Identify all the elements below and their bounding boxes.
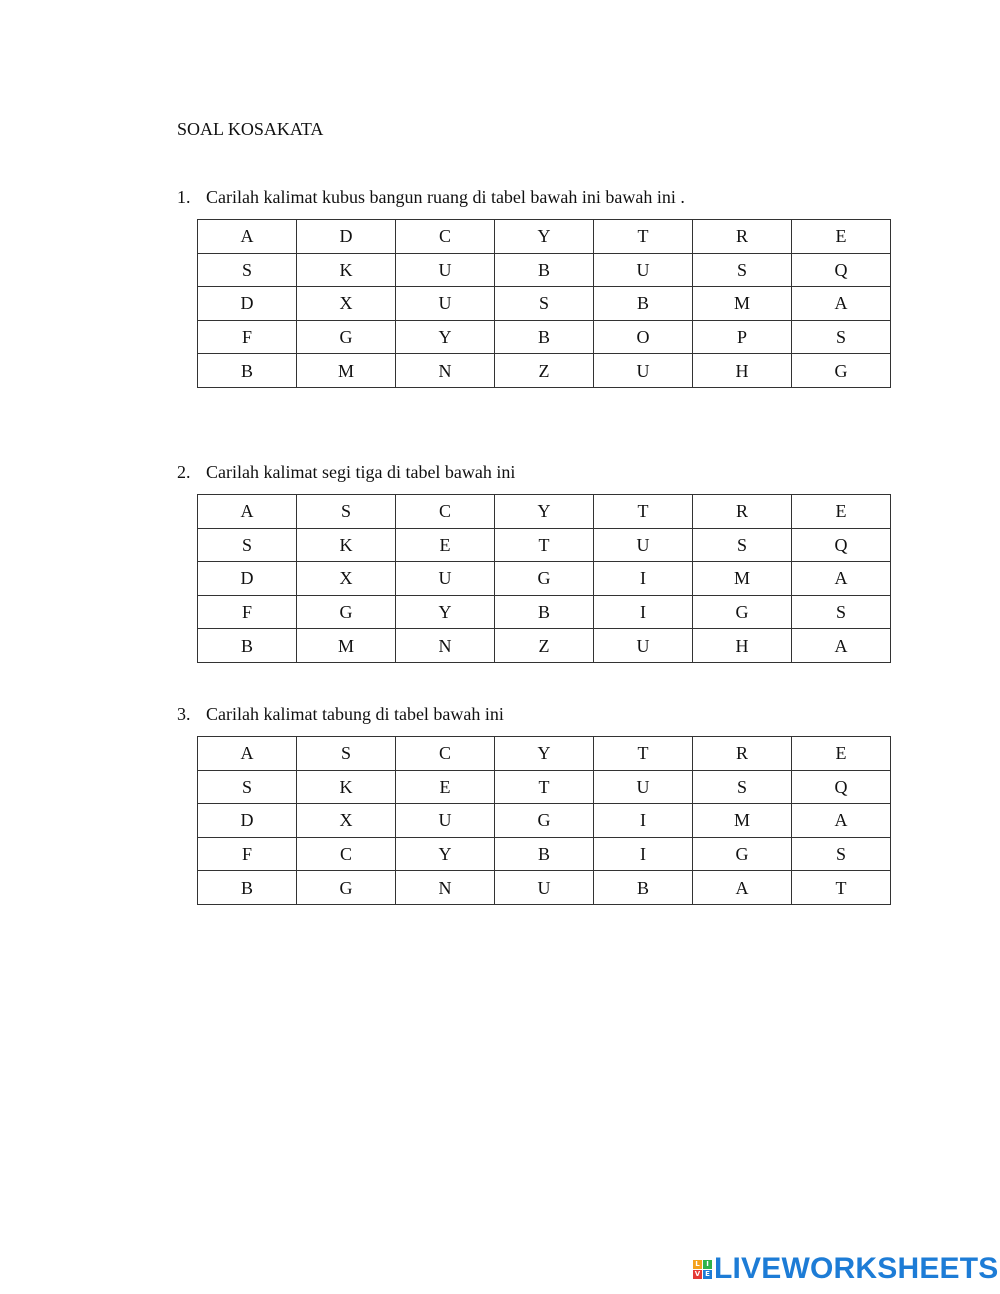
grid-cell: M [693, 287, 792, 321]
word-search-grid-2 [197, 494, 891, 663]
grid-cell: B [594, 871, 693, 905]
grid-cell: F [198, 320, 297, 354]
question-1 [177, 186, 685, 208]
grid-cell: R [693, 220, 792, 254]
grid-cell: B [495, 837, 594, 871]
question-text: Carilah kalimat tabung di tabel bawah ini [206, 704, 504, 724]
grid-row [198, 629, 891, 663]
logo-letter-tile: E [703, 1270, 712, 1279]
grid-cell: X [297, 804, 396, 838]
grid-cell: E [792, 495, 891, 529]
grid-cell: U [594, 354, 693, 388]
grid-cell: C [396, 220, 495, 254]
brand-name: LIVEWORKSHEETS [714, 1252, 999, 1285]
grid-cell: F [198, 595, 297, 629]
word-search-grid-1 [197, 219, 891, 388]
grid-cell: D [198, 287, 297, 321]
grid-cell: T [594, 495, 693, 529]
grid-cell: S [198, 253, 297, 287]
grid-cell: B [198, 354, 297, 388]
grid-cell: I [594, 562, 693, 596]
grid-row [198, 320, 891, 354]
grid-row [198, 528, 891, 562]
grid-cell: G [495, 804, 594, 838]
grid-cell: N [396, 354, 495, 388]
grid-cell: T [792, 871, 891, 905]
grid-cell: I [594, 837, 693, 871]
grid-cell: H [693, 354, 792, 388]
liveworksheets-mark-icon [693, 1260, 712, 1279]
grid-cell: S [693, 770, 792, 804]
grid-cell: Q [792, 253, 891, 287]
grid-cell: D [198, 804, 297, 838]
grid-cell: N [396, 871, 495, 905]
grid-cell: U [396, 287, 495, 321]
grid-cell: S [693, 528, 792, 562]
grid-row [198, 220, 891, 254]
grid-cell: S [693, 253, 792, 287]
grid-cell: D [297, 220, 396, 254]
grid-cell: K [297, 253, 396, 287]
question-text: Carilah kalimat kubus bangun ruang di tabel bawah ini bawah ini . [206, 187, 685, 207]
grid-cell: M [693, 562, 792, 596]
grid-cell: G [297, 320, 396, 354]
grid-cell: G [693, 595, 792, 629]
logo-letter-tile: L [693, 1260, 702, 1269]
grid-row [198, 562, 891, 596]
grid-cell: Y [495, 737, 594, 771]
liveworksheets-logo [693, 1252, 999, 1286]
grid-cell: S [297, 737, 396, 771]
grid-cell: Q [792, 528, 891, 562]
grid-cell: M [693, 804, 792, 838]
grid-cell: G [792, 354, 891, 388]
grid-cell: B [594, 287, 693, 321]
grid-cell: S [792, 320, 891, 354]
grid-cell: M [297, 629, 396, 663]
grid-cell: B [495, 253, 594, 287]
grid-cell: Y [396, 595, 495, 629]
grid-cell: G [693, 837, 792, 871]
grid-row [198, 737, 891, 771]
grid-cell: X [297, 287, 396, 321]
grid-cell: U [396, 562, 495, 596]
grid-cell: O [594, 320, 693, 354]
grid-cell: Y [495, 495, 594, 529]
grid-cell: Q [792, 770, 891, 804]
grid-cell: U [594, 253, 693, 287]
grid-cell: K [297, 770, 396, 804]
grid-cell: U [396, 804, 495, 838]
grid-cell: I [594, 595, 693, 629]
grid-cell: Y [396, 837, 495, 871]
question-number: 3. [177, 704, 191, 724]
grid-cell: S [198, 528, 297, 562]
grid-row [198, 804, 891, 838]
grid-cell: K [297, 528, 396, 562]
grid-cell: E [396, 528, 495, 562]
grid-cell: G [297, 595, 396, 629]
grid-cell: Y [396, 320, 495, 354]
grid-cell: X [297, 562, 396, 596]
grid-cell: A [198, 737, 297, 771]
grid-cell: A [198, 495, 297, 529]
grid-cell: B [198, 871, 297, 905]
grid-cell: F [198, 837, 297, 871]
grid-row [198, 495, 891, 529]
grid-cell: B [495, 320, 594, 354]
grid-cell: E [792, 737, 891, 771]
grid-cell: M [297, 354, 396, 388]
grid-cell: Y [495, 220, 594, 254]
grid-cell: A [792, 562, 891, 596]
grid-cell: T [495, 528, 594, 562]
question-2 [177, 461, 515, 483]
grid-cell: E [792, 220, 891, 254]
grid-cell: H [693, 629, 792, 663]
grid-row [198, 871, 891, 905]
grid-cell: S [495, 287, 594, 321]
grid-cell: S [198, 770, 297, 804]
grid-cell: T [594, 737, 693, 771]
grid-cell: S [792, 595, 891, 629]
grid-cell: R [693, 737, 792, 771]
grid-cell: G [297, 871, 396, 905]
grid-row [198, 595, 891, 629]
grid-cell: C [396, 495, 495, 529]
grid-cell: U [594, 770, 693, 804]
grid-cell: P [693, 320, 792, 354]
grid-row [198, 253, 891, 287]
word-search-grid-3 [197, 736, 891, 905]
grid-cell: A [792, 287, 891, 321]
grid-row [198, 354, 891, 388]
question-3 [177, 703, 504, 725]
grid-cell: T [594, 220, 693, 254]
grid-row [198, 770, 891, 804]
grid-cell: S [792, 837, 891, 871]
grid-cell: N [396, 629, 495, 663]
grid-cell: B [495, 595, 594, 629]
grid-cell: I [594, 804, 693, 838]
grid-cell: G [495, 562, 594, 596]
grid-cell: A [792, 804, 891, 838]
grid-cell: Z [495, 629, 594, 663]
grid-cell: D [198, 562, 297, 596]
grid-row [198, 837, 891, 871]
grid-cell: S [297, 495, 396, 529]
grid-cell: U [594, 629, 693, 663]
grid-cell: U [495, 871, 594, 905]
grid-row [198, 287, 891, 321]
grid-cell: A [198, 220, 297, 254]
grid-cell: A [693, 871, 792, 905]
grid-cell: C [396, 737, 495, 771]
grid-cell: U [594, 528, 693, 562]
grid-cell: U [396, 253, 495, 287]
grid-cell: Z [495, 354, 594, 388]
question-text: Carilah kalimat segi tiga di tabel bawah ini [206, 462, 516, 482]
grid-cell: R [693, 495, 792, 529]
logo-letter-tile: I [703, 1260, 712, 1269]
grid-cell: E [396, 770, 495, 804]
grid-cell: C [297, 837, 396, 871]
grid-cell: T [495, 770, 594, 804]
question-number: 2. [177, 462, 191, 482]
question-number: 1. [177, 187, 191, 207]
grid-cell: B [198, 629, 297, 663]
logo-letter-tile: V [694, 1269, 701, 1278]
grid-cell: A [792, 629, 891, 663]
page-title: SOAL KOSAKATA [177, 119, 324, 139]
